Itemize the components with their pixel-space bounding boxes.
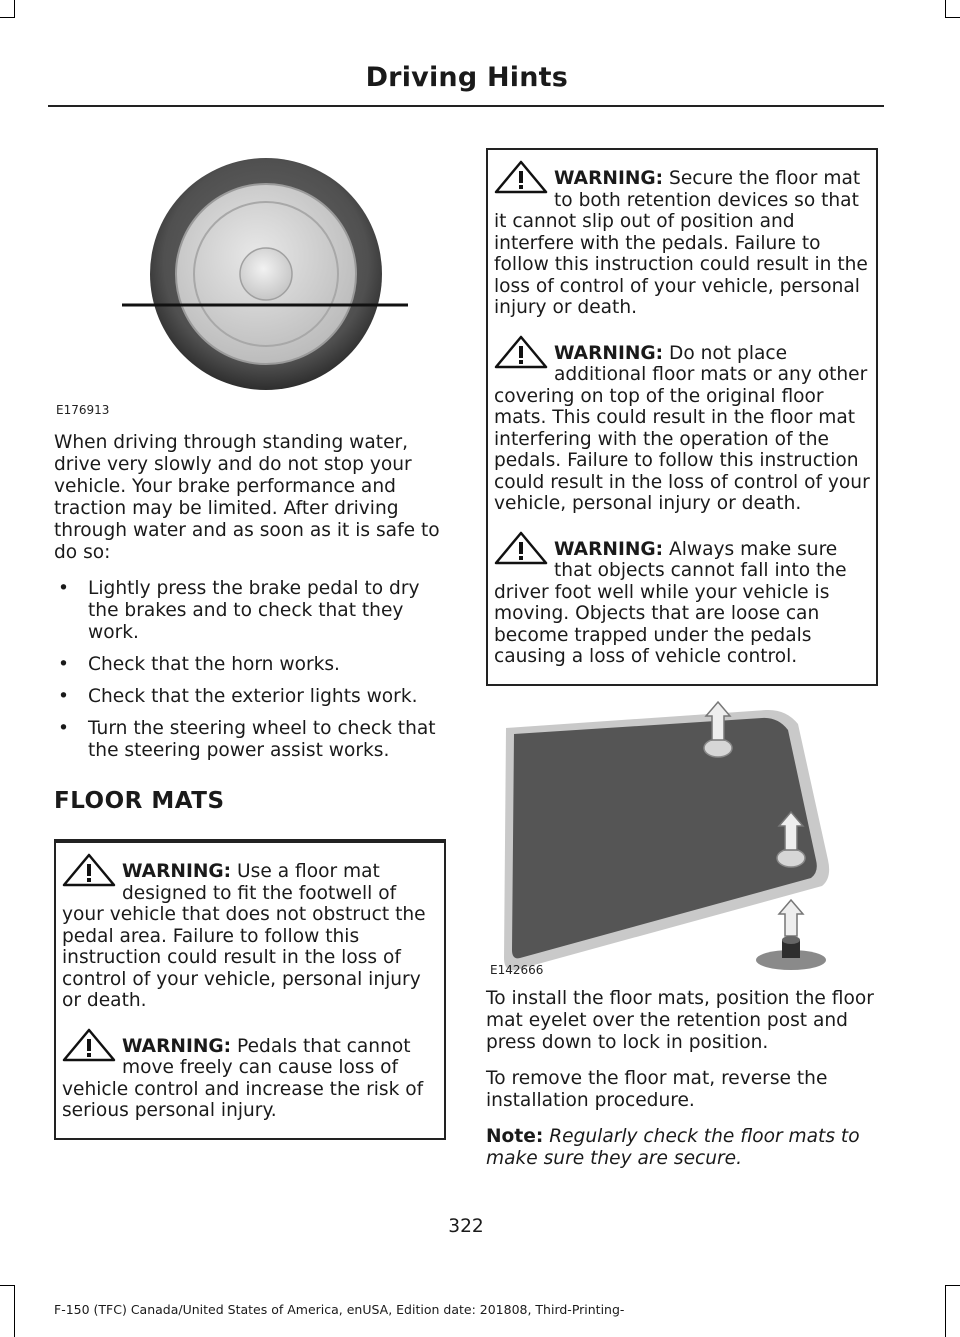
- note-text: Regularly check the floor mats to make sure they are secure.: [486, 1125, 860, 1169]
- crop-mark: [0, 1285, 15, 1286]
- check-list: [54, 578, 446, 762]
- crop-mark: [14, 0, 15, 18]
- title-divider: [48, 105, 884, 107]
- warning-triangle-icon: [494, 335, 548, 369]
- install-paragraph: To install the floor mats, position the floor mat eyelet over the retention post and press down to lock in position.: [486, 987, 874, 1053]
- warning-triangle-icon: [62, 853, 116, 887]
- crop-mark: [945, 1285, 946, 1337]
- warning-triangle-icon: [494, 160, 548, 194]
- warning-triangle-icon: [62, 1028, 116, 1062]
- warning-item: [62, 1036, 438, 1122]
- warning-box: [486, 148, 878, 686]
- footer-edition: F-150 (TFC) Canada/United States of America, enUSA, Edition date: 201808, Third-Printing-: [54, 1302, 625, 1317]
- bullet-icon: •: [58, 654, 69, 675]
- hub-shape: [240, 248, 292, 300]
- warning-text: Pedals that cannot move freely can cause loss of vehicle control and increase the risk of serious personal injury.: [62, 1035, 424, 1121]
- eyelet-shape: [777, 849, 805, 867]
- water-driving-paragraph: When driving through standing water, drive very slowly and do not stop your vehicle. Your brake performance and traction may be limited. After driving through water and as soon as it is safe to do so:: [54, 432, 440, 563]
- remove-paragraph: To remove the floor mat, reverse the installation procedure.: [486, 1067, 828, 1111]
- left-column: [54, 150, 446, 1140]
- floor-mat-illustration: [486, 700, 878, 980]
- figure-code: E176913: [56, 403, 110, 417]
- list-item: • Check that the exterior lights work.: [58, 686, 418, 707]
- note-label: Note:: [486, 1125, 544, 1147]
- warning-triangle-icon: [494, 531, 548, 565]
- warning-item: [494, 539, 870, 668]
- warning-text: Use a floor mat designed to fit the footwell of your vehicle that does not obstruct the pedal area. Failure to follow this instruction could result in the loss of control of your vehicle, personal injury or death.: [62, 861, 426, 1011]
- list-item: • Check that the horn works.: [58, 654, 340, 675]
- warning-text: Secure the floor mat to both retention devices so that it cannot slip out of position and interfere with the pedals. Failure to follow this instruction could result in the loss of control of your vehicle, personal injury or death.: [494, 168, 868, 318]
- warning-text: Do not place additional floor mats or any other covering on top of the original floor mats. This could result in the floor mat interfering with the operation of the pedals. Failure to follow this instruction could result in the loss of control of your vehicle, personal injury or death.: [494, 342, 870, 514]
- warning-item: [62, 861, 438, 1012]
- bullet-icon: •: [58, 718, 69, 739]
- right-column: [486, 148, 878, 1184]
- warning-label: WARNING:: [554, 168, 664, 189]
- crop-mark: [14, 1285, 15, 1337]
- figure-code: E142666: [490, 962, 544, 977]
- warning-text: Always make sure that objects cannot fall into the driver foot well while your vehicle is moving. Objects that are loose can become trapped under the pedals causing a loss of vehicle control.: [494, 538, 847, 667]
- warning-label: WARNING:: [122, 1035, 232, 1057]
- list-item: • Lightly press the brake pedal to dry the brakes and to check that they work.: [58, 578, 420, 643]
- crop-mark: [945, 0, 946, 18]
- floor-mat-figure: [486, 700, 878, 980]
- crop-mark: [945, 17, 960, 18]
- bullet-icon: •: [58, 578, 69, 599]
- page-title: Driving Hints: [365, 62, 568, 93]
- page-number: 322: [448, 1216, 484, 1237]
- warning-label: WARNING:: [554, 538, 664, 560]
- warning-item: [494, 168, 870, 319]
- crop-mark: [945, 1285, 960, 1286]
- water-wheel-figure: [54, 150, 446, 420]
- up-arrow-icon: [779, 900, 803, 936]
- note-paragraph: [486, 1126, 878, 1170]
- bullet-icon: •: [58, 686, 69, 707]
- warning-label: WARNING:: [122, 861, 232, 882]
- section-heading: FLOOR MATS: [54, 788, 225, 814]
- eyelet-shape: [704, 739, 732, 757]
- list-item: • Turn the steering wheel to check that the steering power assist works.: [58, 718, 436, 761]
- warning-item: [494, 343, 870, 515]
- warning-box: [54, 839, 446, 1140]
- warning-label: WARNING:: [554, 342, 664, 364]
- crop-mark: [0, 17, 15, 18]
- wheel-in-water-illustration: [54, 150, 446, 420]
